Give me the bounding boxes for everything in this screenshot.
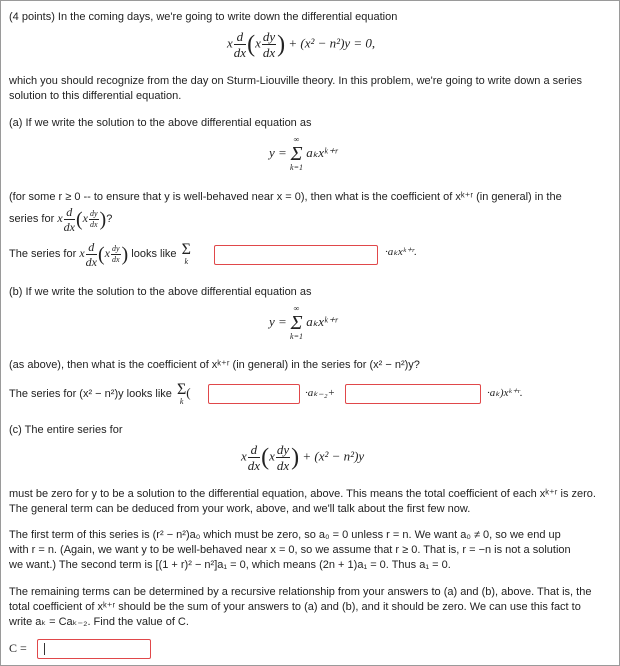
part-c-para-2b: with r = n. (Again, we want y to be well-behaved near x = 0, so we assume that r ≥ 0. That is, r = −n is not a solution bbox=[9, 544, 571, 556]
part-b-as-above: (as above), then what is the coefficient of xᵏ⁺ʳ (in general) in the series for (x² − n²)y? bbox=[9, 359, 420, 371]
points-label: (4 points) bbox=[9, 11, 55, 23]
main-equation: x $\frac{d}{dx}$ (x $\frac{dy}{dx}$ ) + (x² − n²)y = 0, bbox=[227, 29, 376, 60]
part-a-heading: (a) If we write the solution to the above differential equation as bbox=[9, 117, 312, 129]
part-b-end-term: ·aₖ)xᵏ⁺ʳ. bbox=[487, 387, 523, 399]
part-b-looks-like: The series for (x² − n²)y looks like Σ k ( bbox=[9, 381, 191, 406]
c-label: C = bbox=[9, 641, 27, 655]
intro-para-1: which you should recognize from the day on Sturm-Liouville theory. In this problem, we're going to write down a series bbox=[9, 75, 582, 87]
equation-rest: + (x² − n²)y = 0, bbox=[288, 35, 376, 51]
part-c-para-3b: total coefficient of xᵏ⁺ʳ should be the sum of your answers to (a) and (b), and it should be zero. We can use this fact to bbox=[9, 601, 581, 613]
intro-para-2: solution to this differential equation. bbox=[9, 90, 182, 102]
part-a-series-for: series for x $\frac{d}{dx}$ (x $\frac{dy}{dx}$ )? bbox=[9, 204, 113, 234]
part-a-trailing: ·aₖxᵏ⁺ʳ. bbox=[385, 246, 417, 258]
part-b-heading: (b) If we write the solution to the above differential equation as bbox=[9, 286, 312, 298]
part-b-series: y = ∞ Σ k=1 aₖxᵏ⁺ʳ bbox=[269, 304, 338, 341]
sigma-symbol: ∞ Σ k=1 bbox=[290, 135, 303, 172]
text-caret bbox=[44, 643, 45, 655]
part-c-para-1a: must be zero for y to be a solution to the differential equation, above. This means the total coefficient of each xᵏ⁺ʳ is zero. bbox=[9, 488, 596, 500]
part-a-looks-like: The series for x $\frac{d}{dx}$ (x $\frac{dy}{dx}$ ) looks like Σ k bbox=[9, 239, 191, 269]
part-c-para-2c: we want.) The second term is [(1 + r)² − n²]a₁ = 0, which means (2n + 1)a₁ = 0. Thus a₁ = 0. bbox=[9, 559, 451, 571]
part-b-answer-input-1[interactable] bbox=[208, 384, 300, 404]
part-c-para-2a: The first term of this series is (r² − n²)a₀ which must be zero, so a₀ = 0 unless r = n. We want a₀ ≠ 0, so we end up bbox=[9, 529, 561, 541]
part-b-mid-term: ·aₖ₋₂+ bbox=[305, 387, 335, 399]
part-b-answer-input-2[interactable] bbox=[345, 384, 481, 404]
part-a-condition: (for some r ≥ 0 -- to ensure that y is well-behaved near x = 0), then what is the coefficient of xᵏ⁺ʳ (in general) in the bbox=[9, 191, 562, 203]
part-a-answer-input[interactable] bbox=[214, 245, 378, 265]
c-answer-input[interactable] bbox=[37, 639, 151, 659]
part-c-para-3a: The remaining terms can be determined by a recursive relationship from your answers to (a) and (b), above. That is, the bbox=[9, 586, 592, 598]
part-c-para-1b: The general term can be deduced from your work, above, and we'll talk about the first few now. bbox=[9, 503, 471, 515]
intro-line bbox=[9, 10, 397, 25]
part-c-heading: (c) The entire series for bbox=[9, 424, 123, 436]
intro-text: In the coming days, we're going to write down the differential equation bbox=[57, 11, 398, 23]
part-a-series: y = ∞ Σ k=1 aₖxᵏ⁺ʳ bbox=[269, 135, 338, 172]
part-c-para-3c: write aₖ = Caₖ₋₂. Find the value of C. bbox=[9, 616, 189, 628]
part-c-expression: x $\frac{d}{dx}$ (x $\frac{dy}{dx}$ ) + (x² − n²)y bbox=[241, 442, 365, 473]
